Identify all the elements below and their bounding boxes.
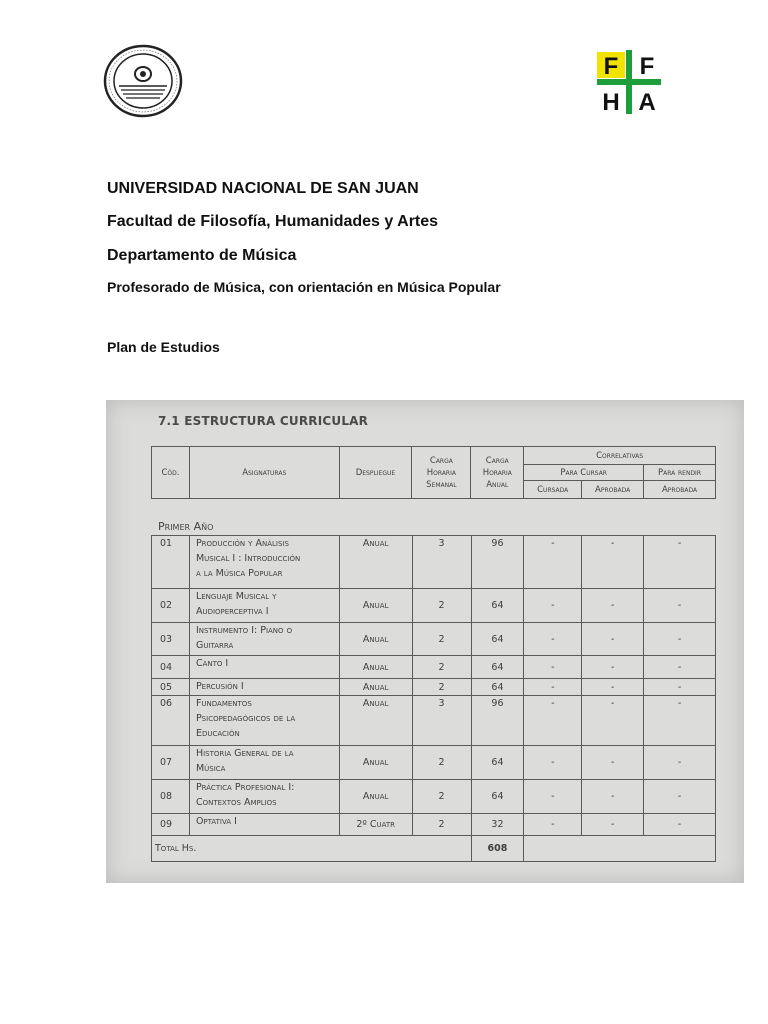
subject-line: Audioperceptiva I bbox=[195, 606, 269, 617]
cell-aprobada: - bbox=[582, 589, 644, 623]
cell-despliegue: Anual bbox=[339, 679, 412, 696]
cell-semanal: 2 bbox=[412, 679, 471, 696]
ffha-letter: F bbox=[639, 53, 655, 80]
cell-anual: 96 bbox=[471, 536, 524, 589]
cell-rendir: - bbox=[644, 746, 716, 780]
cell-cod: 05 bbox=[152, 679, 190, 696]
cell-cursada: - bbox=[524, 536, 582, 589]
subject-line: Música bbox=[195, 763, 226, 774]
year-label: Primer Año bbox=[158, 520, 214, 533]
cell-rendir: - bbox=[644, 814, 716, 836]
header-line: Carga bbox=[485, 455, 509, 466]
subject-line: Guitarra bbox=[195, 640, 234, 651]
cell-cursada: - bbox=[524, 814, 582, 836]
table-row bbox=[152, 679, 716, 696]
cell-semanal: 2 bbox=[412, 814, 471, 836]
cell-subject bbox=[189, 679, 339, 696]
cell-rendir: - bbox=[644, 589, 716, 623]
header-para-rendir: Para rendir bbox=[644, 465, 716, 481]
cell-aprobada: - bbox=[582, 814, 644, 836]
cell-rendir: - bbox=[644, 656, 716, 679]
cell-anual: 96 bbox=[471, 696, 524, 746]
cell-anual: 64 bbox=[471, 623, 524, 656]
cell-cursada: - bbox=[524, 679, 582, 696]
cell-cod: 07 bbox=[152, 746, 190, 780]
university-seal-logo bbox=[103, 44, 183, 118]
header-line: Anual bbox=[486, 479, 509, 490]
subject-line: Musical I : Introducción bbox=[195, 553, 301, 564]
table-row bbox=[152, 589, 716, 623]
cell-aprobada: - bbox=[582, 623, 644, 656]
cell-anual: 64 bbox=[471, 679, 524, 696]
header-cursada: Cursada bbox=[524, 481, 582, 499]
faculty-name: Facultad de Filosofía, Humanidades y Artes bbox=[107, 213, 439, 230]
cell-cursada: - bbox=[524, 623, 582, 656]
total-label: Total Hs. bbox=[152, 836, 472, 862]
table-row bbox=[152, 746, 716, 780]
ffha-letter: F bbox=[603, 53, 619, 80]
cell-subject bbox=[189, 780, 339, 814]
cell-cod: 04 bbox=[152, 656, 190, 679]
plan-title: Plan de Estudios bbox=[107, 339, 220, 355]
cell-despliegue: Anual bbox=[339, 589, 412, 623]
cell-rendir: - bbox=[644, 780, 716, 814]
cell-anual: 64 bbox=[471, 780, 524, 814]
cell-rendir: - bbox=[644, 623, 716, 656]
subject-line: Instrumento I: Piano o bbox=[195, 625, 293, 636]
cell-despliegue: Anual bbox=[339, 536, 412, 589]
cell-despliegue: Anual bbox=[339, 656, 412, 679]
header-despliegue: Despliegue bbox=[339, 447, 412, 499]
cell-despliegue: Anual bbox=[339, 746, 412, 780]
subject-line: Percusión I bbox=[195, 681, 244, 692]
cell-despliegue: Anual bbox=[339, 780, 412, 814]
cell-subject bbox=[189, 623, 339, 656]
cell-subject bbox=[189, 589, 339, 623]
cell-cod: 02 bbox=[152, 589, 190, 623]
header-line: Semanal bbox=[426, 479, 457, 490]
cell-cod: 06 bbox=[152, 696, 190, 746]
header-carga-semanal bbox=[412, 447, 471, 499]
table-row bbox=[152, 780, 716, 814]
cell-anual: 64 bbox=[471, 589, 524, 623]
cell-aprobada: - bbox=[582, 696, 644, 746]
header-line: Horaria bbox=[482, 467, 512, 478]
total-empty bbox=[524, 836, 716, 862]
department-name: Departamento de Música bbox=[107, 247, 297, 264]
header-aprobada-rendir: Aprobada bbox=[644, 481, 716, 499]
university-name: UNIVERSIDAD NACIONAL DE SAN JUAN bbox=[107, 180, 419, 197]
cell-semanal: 3 bbox=[412, 536, 471, 589]
subject-line: Fundamentos bbox=[195, 698, 252, 709]
table-row bbox=[152, 696, 716, 746]
cell-cursada: - bbox=[524, 656, 582, 679]
cell-cursada: - bbox=[524, 780, 582, 814]
subject-line: Psicopedagógicos de la bbox=[195, 713, 296, 724]
cell-despliegue: Anual bbox=[339, 696, 412, 746]
cell-semanal: 3 bbox=[412, 696, 471, 746]
table-row bbox=[152, 536, 716, 589]
cell-rendir: - bbox=[644, 536, 716, 589]
cell-cod: 03 bbox=[152, 623, 190, 656]
cell-rendir: - bbox=[644, 696, 716, 746]
header-line: Carga bbox=[429, 455, 453, 466]
header-aprobada: Aprobada bbox=[582, 481, 644, 499]
cell-despliegue: 2º Cuatr bbox=[339, 814, 412, 836]
cell-despliegue: Anual bbox=[339, 623, 412, 656]
cell-semanal: 2 bbox=[412, 780, 471, 814]
ffha-letter: H bbox=[602, 89, 620, 114]
table-row bbox=[152, 656, 716, 679]
header-correlativas: Correlativas bbox=[524, 447, 716, 465]
total-value: 608 bbox=[471, 836, 524, 862]
ffha-letter: A bbox=[638, 89, 656, 114]
cell-subject bbox=[189, 814, 339, 836]
header-line: Horaria bbox=[426, 467, 456, 478]
cell-subject bbox=[189, 536, 339, 589]
cell-subject bbox=[189, 696, 339, 746]
cell-rendir: - bbox=[644, 679, 716, 696]
header-cod: Cód. bbox=[152, 447, 190, 499]
subject-line: Educación bbox=[195, 728, 240, 739]
cell-semanal: 2 bbox=[412, 623, 471, 656]
subject-line: Historia General de la bbox=[195, 748, 294, 759]
table-row bbox=[152, 623, 716, 656]
cell-aprobada: - bbox=[582, 536, 644, 589]
header-asignaturas: Asignaturas bbox=[189, 447, 339, 499]
cell-cursada: - bbox=[524, 746, 582, 780]
cell-aprobada: - bbox=[582, 746, 644, 780]
subject-line: Canto I bbox=[195, 658, 229, 669]
cell-subject bbox=[189, 656, 339, 679]
cell-semanal: 2 bbox=[412, 589, 471, 623]
subject-line: Práctica Profesional I: bbox=[195, 782, 295, 793]
header-para-cursar: Para Cursar bbox=[524, 465, 644, 481]
curriculum-body-table bbox=[151, 535, 716, 862]
curriculum-scan bbox=[106, 400, 744, 883]
cell-aprobada: - bbox=[582, 679, 644, 696]
cell-cursada: - bbox=[524, 696, 582, 746]
cell-cod: 09 bbox=[152, 814, 190, 836]
subject-line: a la Música Popular bbox=[195, 568, 283, 579]
cell-anual: 64 bbox=[471, 746, 524, 780]
section-title: 7.1 ESTRUCTURA CURRICULAR bbox=[158, 414, 369, 428]
subject-line: Contextos Amplios bbox=[195, 797, 277, 808]
cell-cod: 08 bbox=[152, 780, 190, 814]
cell-anual: 32 bbox=[471, 814, 524, 836]
cell-aprobada: - bbox=[582, 656, 644, 679]
program-name: Profesorado de Música, con orientación en Música Popular bbox=[107, 279, 501, 295]
header-carga-anual bbox=[471, 447, 524, 499]
cell-subject bbox=[189, 746, 339, 780]
cell-cursada: - bbox=[524, 589, 582, 623]
subject-line: Producción y Análisis bbox=[195, 538, 289, 549]
cell-cod: 01 bbox=[152, 536, 190, 589]
ffha-logo bbox=[597, 50, 661, 114]
cell-aprobada: - bbox=[582, 780, 644, 814]
subject-line: Optativa I bbox=[195, 816, 237, 827]
table-row bbox=[152, 814, 716, 836]
cell-semanal: 2 bbox=[412, 656, 471, 679]
curriculum-header-table bbox=[151, 446, 716, 499]
cell-semanal: 2 bbox=[412, 746, 471, 780]
subject-line: Lenguaje Musical y bbox=[195, 591, 277, 602]
cell-anual: 64 bbox=[471, 656, 524, 679]
